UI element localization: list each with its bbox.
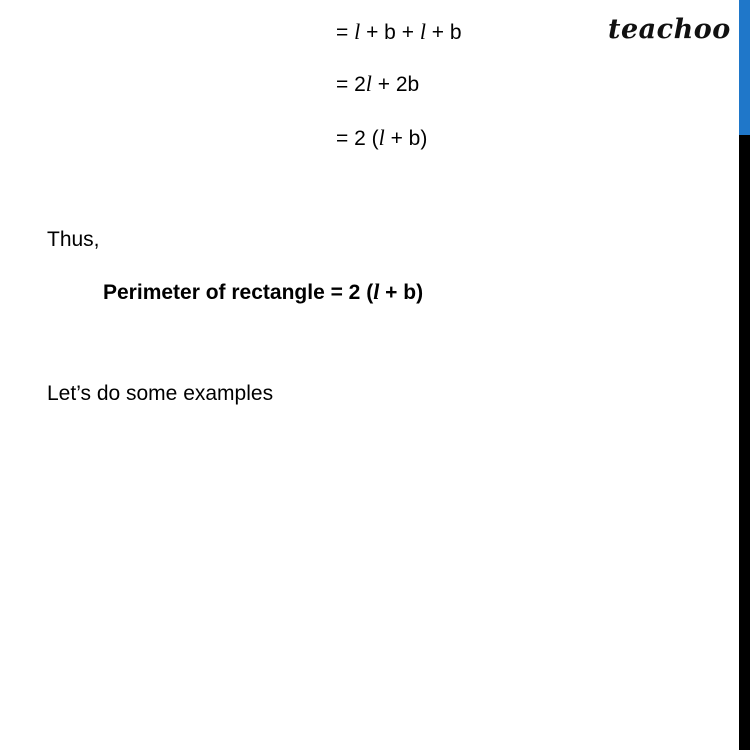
formula-text: Perimeter of rectangle = 2 ( [103, 281, 374, 304]
length-symbol: l [378, 125, 385, 150]
length-symbol: l [419, 19, 426, 44]
equals-sign: = [336, 21, 349, 44]
teachoo-logo: teachoo [608, 14, 731, 45]
formula-tail: + b) [385, 281, 424, 304]
equals-two: = 2 [336, 73, 366, 96]
derivation-line-2 [336, 72, 419, 97]
scrollbar-thumb[interactable] [739, 0, 750, 135]
equals-two-paren: = 2 ( [336, 127, 379, 150]
perimeter-formula [103, 280, 423, 305]
length-symbol: l [354, 19, 361, 44]
length-symbol: l [373, 279, 380, 304]
length-symbol: l [365, 71, 372, 96]
derivation-line-3 [336, 126, 427, 151]
thus-label: Thus, [47, 228, 100, 251]
examples-intro: Let’s do some examples [47, 382, 274, 405]
plus-two-b: + 2b [377, 73, 420, 96]
plus-b-plus: + b + [366, 21, 414, 44]
plus-b: + b [431, 21, 462, 44]
plus-b-paren: + b) [390, 127, 428, 150]
derivation-line-1 [336, 20, 462, 45]
